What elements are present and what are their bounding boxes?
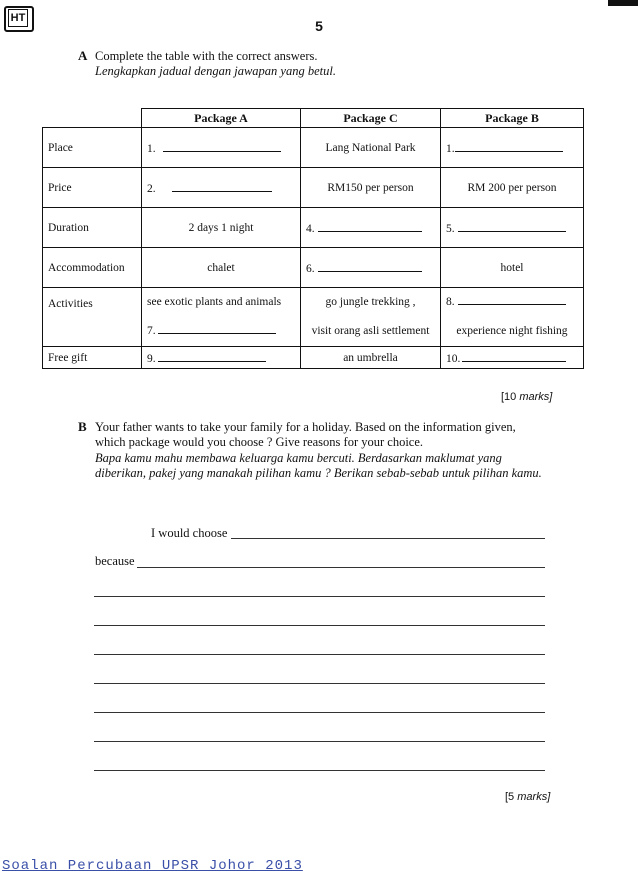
answer-line[interactable] (94, 741, 545, 742)
table-row-activities (43, 288, 584, 347)
answer-blank-5[interactable]: 5. (441, 208, 584, 248)
section-a-instruction-ms: Lengkapkan jadual dengan jawapan yang betul. (95, 64, 336, 78)
section-b-marks: [5 marks] (505, 791, 551, 803)
answer-blank-1a[interactable]: 1. (142, 128, 301, 168)
answer-line[interactable] (94, 596, 545, 597)
cell-value: hotel (441, 248, 584, 288)
row-label: Accommodation (43, 248, 142, 288)
header-package-b: Package B (441, 109, 584, 128)
ht-logo: HT (4, 6, 34, 32)
cell-value: Lang National Park (301, 128, 441, 168)
section-b-instruction-ms-1: Bapa kamu mahu membawa keluarga kamu bercuti. Berdasarkan maklumat yang (95, 451, 502, 465)
packages-table (42, 108, 584, 369)
section-b-label: B (78, 419, 87, 434)
header-package-c: Package C (301, 109, 441, 128)
row-label: Activities (43, 288, 142, 347)
cell-value: RM150 per person (301, 168, 441, 208)
answer-line[interactable] (94, 683, 545, 684)
page-number: 5 (315, 18, 323, 34)
section-b-instruction-ms-2: diberikan, pakej yang manakah pilihan kamu ? Berikan sebab-sebab untuk pilihan kamu. (95, 466, 542, 480)
section-a-instruction-en: Complete the table with the correct answers. (95, 49, 318, 63)
answer-blank-7[interactable]: 7. (147, 317, 295, 346)
answer-line[interactable] (94, 625, 545, 626)
section-a-label: A (78, 48, 88, 63)
cell-value: RM 200 per person (441, 168, 584, 208)
section-b-instruction-en-2: which package would you choose ? Give reasons for your choice. (95, 435, 424, 449)
activities-package-a: see exotic plants and animals 7. (142, 288, 301, 347)
answer-line[interactable] (94, 770, 545, 771)
choose-prompt: I would choose (151, 526, 228, 540)
footer-source[interactable]: Soalan Percubaan UPSR Johor 2013 (2, 858, 303, 874)
row-label: Duration (43, 208, 142, 248)
answer-blank-4[interactable]: 4. (301, 208, 441, 248)
header-package-a: Package A (142, 109, 301, 128)
table-row-accommodation (43, 248, 584, 288)
table-row-place (43, 128, 584, 168)
activities-package-c: go jungle trekking , visit orang asli settlement (301, 288, 441, 347)
choose-answer-line[interactable] (231, 538, 545, 539)
section-a-marks: [10 marks] (501, 391, 553, 403)
answer-blank-1b[interactable]: 1. (441, 128, 584, 168)
table-row-free-gift (43, 347, 584, 369)
table-row-duration (43, 208, 584, 248)
answer-blank-9[interactable]: 9. (142, 347, 301, 369)
table-row-price (43, 168, 584, 208)
answer-line[interactable] (137, 567, 545, 568)
blank-header-cell (43, 109, 142, 128)
row-label: Place (43, 128, 142, 168)
activities-package-b: 8. experience night fishing (441, 288, 584, 347)
section-b-instruction-en-1: Your father wants to take your family for a holiday. Based on the information given, (95, 420, 516, 434)
corner-mark (608, 0, 638, 6)
answer-blank-2[interactable]: 2. (142, 168, 301, 208)
because-prompt: because (95, 554, 135, 568)
answer-line[interactable] (94, 654, 545, 655)
answer-line[interactable] (94, 712, 545, 713)
cell-value: chalet (142, 248, 301, 288)
answer-blank-6[interactable]: 6. (301, 248, 441, 288)
row-label: Price (43, 168, 142, 208)
answer-blank-8[interactable]: 8. (446, 288, 578, 317)
row-label: Free gift (43, 347, 142, 369)
cell-value: 2 days 1 night (142, 208, 301, 248)
cell-value: an umbrella (301, 347, 441, 369)
answer-blank-10[interactable]: 10. (441, 347, 584, 369)
table-header-row (43, 109, 584, 128)
